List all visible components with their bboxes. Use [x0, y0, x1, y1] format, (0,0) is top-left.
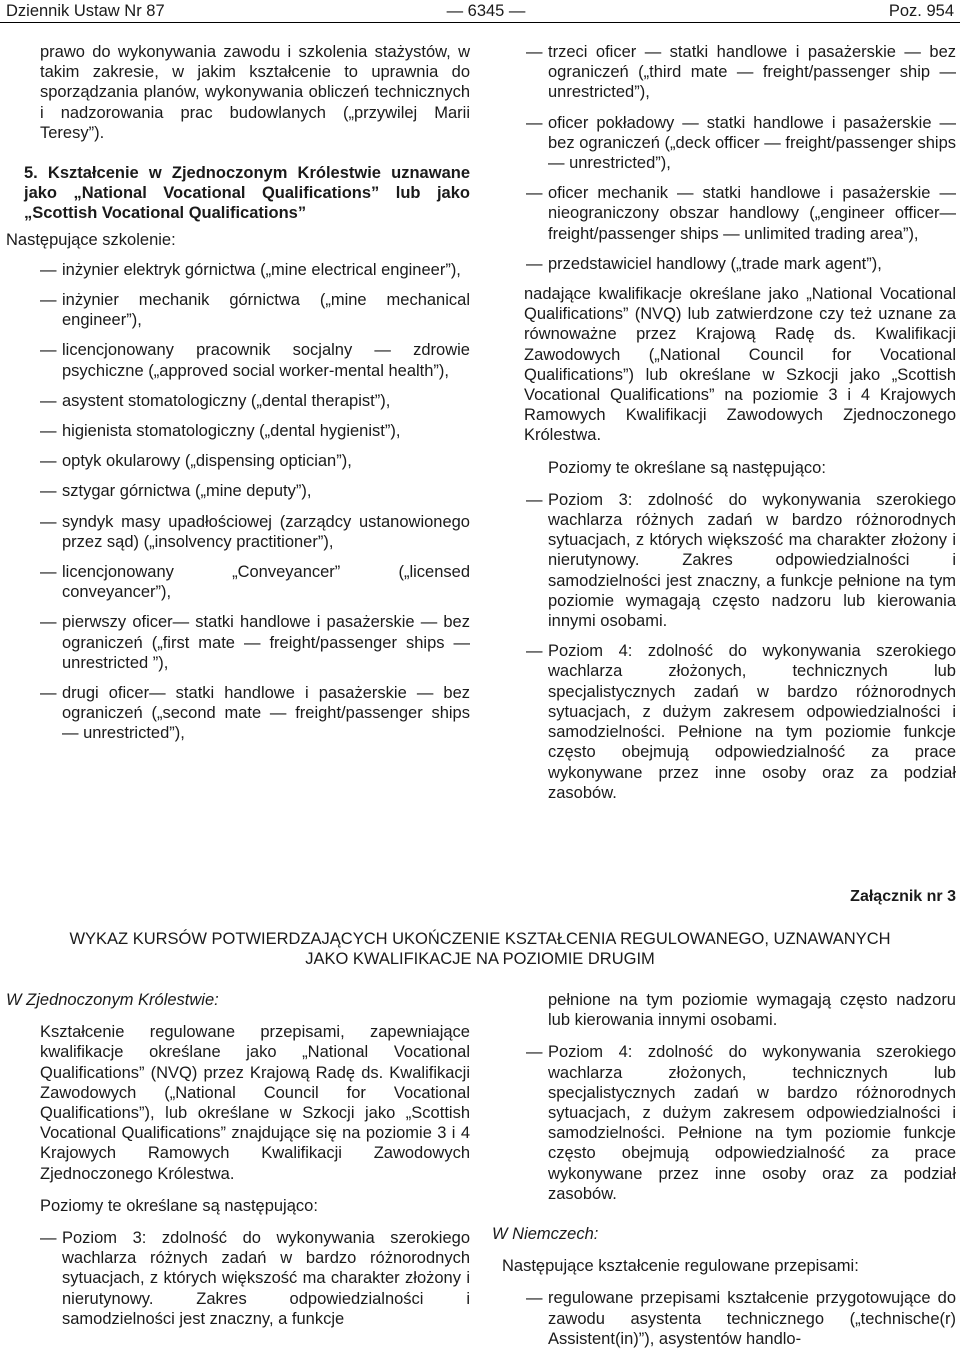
list-dash: —: [526, 254, 543, 273]
list-item: [40, 451, 470, 471]
list-item-text: optyk okularowy („dispensing optician”),: [62, 452, 352, 471]
list-dash: —: [40, 684, 57, 703]
lead-text: Następujące szkolenie:: [6, 230, 176, 249]
list-item: [40, 612, 470, 673]
level-text: Poziom 4: zdolność do wykonywania szerokiego wachlarza złożonych, technicznych lub specjalistycznych zadań w bardzo różnorodnych sytuacjach, z dużym zakresem odpowiedzialności i samodzielności. Pełnione na tym poziomie funkcje często obejmują odpowiedzialność za prace wykonywane przez inne osoby oraz za podział zasobów.: [548, 1043, 956, 1203]
list-dash: —: [526, 113, 543, 132]
list-item: [526, 183, 956, 244]
left-top-column: [6, 42, 470, 744]
list-item-text: inżynier mechanik górnictwa („mine mechanical engineer”),: [62, 291, 470, 330]
country-heading: W Zjednoczonym Królestwie:: [6, 991, 219, 1009]
level-text: Poziom 3: zdolność do wykonywania szerokiego wachlarza różnych zadań w bardzo różnorodnych sytuacjach, z których większość ma charakter złożony i nierutynowy. Zakres odpowiedzialności i samodzielności jest znaczny, a funkcje pełnione na tym poziomie wymagają często nadzoru lub kierowania innymi osobami.: [548, 490, 956, 631]
list-dash: —: [40, 1229, 57, 1248]
intro-paragraph: prawo do wykonywania zawodu i szkolenia stażystów, w takim zakresie, w jakim kształcenie to uprawnia do sporządzania planów, wykonywania obliczeń technicznych i nadzorowania prac budowlanych („przywilej Marii Teresy”).: [40, 43, 470, 142]
continuation-paragraph: pełnione na tym poziomie wymagają często nadzoru lub kierowania innymi osobami.: [548, 991, 956, 1030]
annex-title-line: WYKAZ KURSÓW POTWIERDZAJĄCYCH UKOŃCZENIE KSZTAŁCENIA REGULOWANEGO, UZNAWANYCH: [69, 930, 891, 948]
list-item-text: trzeci oficer — statki handlowe i pasażerskie — bez ograniczeń („third mate — freight/passenger ship — unrestricted”),: [548, 43, 956, 102]
list-item: [40, 512, 470, 552]
list-item-text: oficer mechanik — statki handlowe i pasażerskie — nieograniczony obszar handlowy („engineer officer— freight/passenger ships — unlimited trading area”),: [548, 184, 956, 243]
list-dash: —: [40, 482, 57, 501]
list-dash: —: [40, 563, 57, 582]
list-dash: —: [526, 184, 543, 203]
list-item: [40, 340, 470, 380]
list-item-text: asystent stomatologiczny („dental therapist”),: [62, 391, 391, 410]
list-item-text: sztygar górnictwa („mine deputy”),: [62, 482, 312, 501]
annex-title-line: JAKO KWALIFIKACJE NA POZIOMIE DRUGIM: [305, 950, 655, 968]
list-item: [40, 562, 470, 602]
list-dash: —: [40, 391, 57, 410]
section-heading: 5. Kształcenie w Zjednoczonym Królestwie uznawane jako „National Vocational Qualifications” lub jako „Scottish Vocational Qualifications”: [24, 164, 470, 223]
list-item: [40, 260, 470, 280]
annex-title: [0, 929, 960, 969]
list-item-text: oficer pokładowy — statki handlowe i pasażerskie — bez ograniczeń („deck officer — freight/passenger ships — unrestricted”),: [548, 113, 956, 173]
list-item-text: licencjonowany „Conveyancer” („licensed conveyancer”),: [62, 563, 470, 602]
list-item: [40, 290, 470, 330]
list-item: [40, 481, 470, 501]
list-item-text: higienista stomatologiczny („dental hygienist”),: [62, 422, 401, 441]
list-dash: —: [40, 452, 57, 471]
position-number: Poz. 954: [888, 2, 954, 20]
lead-text: Następujące kształcenie regulowane przepisami:: [502, 1257, 859, 1276]
list-item: [526, 1288, 956, 1349]
list-dash: —: [40, 260, 57, 279]
level-item: [40, 1228, 470, 1329]
list-item: [40, 391, 470, 411]
level-text: Poziom 4: zdolność do wykonywania szerokiego wachlarza złożonych, technicznych lub specjalistycznych zadań w bardzo różnorodnych sytuacjach, z dużym zakresem odpowiedzialności i samodzielności. Pełnione na tym poziomie funkcje często obejmują odpowiedzialność za prace wykonywane przez inne osoby oraz za podział zasobów.: [548, 642, 956, 802]
list-dash: —: [40, 512, 57, 531]
right-bottom-column: [492, 990, 956, 1349]
body-paragraph: nadające kwalifikacje określane jako „National Vocational Qualifications” (NVQ) lub zatwierdzone czy też uznane za równoważne przez Krajową Radę ds. Kwalifikacji Zawodowych („National Council for Vocational Qualifications”) lub określane w Szkocji jako „Scottish Vocational Qualifications” na poziomie 3 i 4 Krajowych Ramowych Kwalifikacji Zawodowych Zjednoczonego Królestwa.: [524, 285, 956, 445]
list-item-text: pierwszy oficer— statki handlowe i pasażerskie — bez ograniczeń („first mate — freight/passenger ships — unrestricted ”),: [62, 613, 470, 672]
page-number: — 6345 —: [446, 2, 526, 20]
list-item: [526, 42, 956, 103]
header-rule: [0, 22, 960, 23]
list-dash: —: [526, 490, 543, 509]
body-paragraph: Kształcenie regulowane przepisami, zapewniające kwalifikacje określane jako „National Vocational Qualifications” (NVQ) przez Krajową Radę ds. Kwalifikacji Zawodowych („National Council for Vocational Qualifications”), lub określane w Szkocji jako „Scottish Vocational Qualifications” znajdujące się na poziomie 3 i 4 Krajowych Ramowych Kwalifikacji Zawodowych Zjednoczonego Królestwa.: [40, 1023, 470, 1183]
list-item-text: syndyk masy upadłościowej (zarządcy ustanowionego przez sąd) („insolvency practitioner”),: [62, 512, 470, 551]
annex-label: Załącznik nr 3: [850, 888, 956, 905]
list-dash: —: [40, 341, 57, 360]
list-item-text: drugi oficer— statki handlowe i pasażerskie — bez ograniczeń („second mate — freight/passenger ships — unrestricted”),: [62, 684, 470, 743]
journal-title: Dziennik Ustaw Nr 87: [6, 2, 165, 20]
country-heading: W Niemczech:: [492, 1225, 599, 1244]
list-item: [526, 254, 956, 274]
list-dash: —: [526, 1043, 543, 1062]
right-top-column: [526, 42, 956, 803]
list-item: [40, 421, 470, 441]
list-item: [40, 683, 470, 744]
levels-lead: Poziomy te określane są następująco:: [548, 458, 826, 477]
left-bottom-column: [6, 990, 470, 1329]
page-header: [6, 0, 954, 22]
level-item: [526, 641, 956, 803]
levels-lead: Poziomy te określane są następująco:: [40, 1196, 318, 1215]
level-item: [526, 1042, 956, 1204]
list-item-text: licencjonowany pracownik socjalny — zdrowie psychiczne („approved social worker-mental health”),: [62, 341, 470, 380]
list-item-text: regulowane przepisami kształcenie przygotowujące do zawodu asystenta technicznego („technische(r) Assistent(in)”), asystentów handlo-: [548, 1289, 956, 1348]
list-dash: —: [40, 422, 57, 441]
level-item: [526, 490, 956, 631]
level-text: Poziom 3: zdolność do wykonywania szerokiego wachlarza różnych zadań w bardzo różnorodnych sytuacjach, z których większość ma charakter złożony i nierutynowy. Zakres odpowiedzialności i samodzielności jest znaczny, a funkcje: [62, 1229, 470, 1328]
list-dash: —: [40, 613, 57, 632]
list-item-text: przedstawiciel handlowy („trade mark agent”),: [548, 254, 882, 273]
list-item-text: inżynier elektryk górnictwa („mine electrical engineer”),: [62, 260, 461, 279]
list-dash: —: [526, 43, 543, 61]
list-item: [526, 113, 956, 174]
list-dash: —: [40, 291, 57, 310]
list-dash: —: [526, 1289, 543, 1308]
list-dash: —: [526, 642, 543, 661]
